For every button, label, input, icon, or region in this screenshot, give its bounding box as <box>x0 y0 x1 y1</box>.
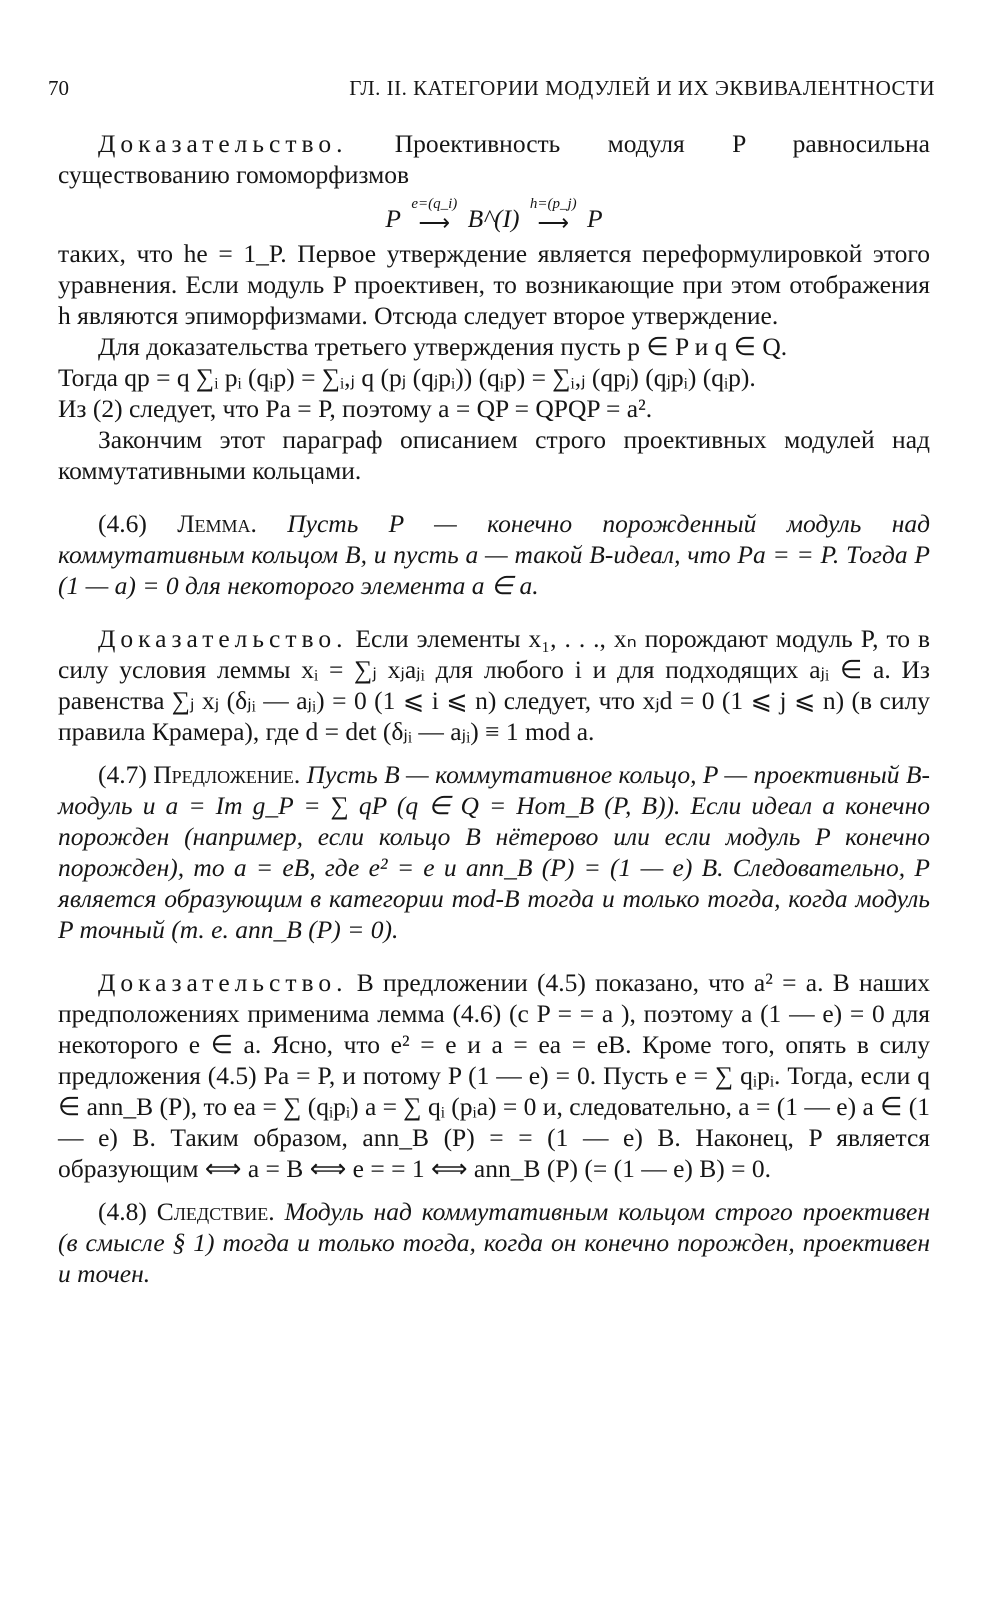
proposition-paragraph <box>58 759 930 945</box>
display-left: P <box>385 204 401 233</box>
proof2-heading: Доказательство. <box>98 624 348 653</box>
lemma-label: (4.6) Лемма. <box>98 509 257 538</box>
proof3-paragraph <box>58 967 930 1184</box>
lemma-text: Пусть P — конечно порожденный модуль над коммутативным кольцом B, и пусть a — такой B-идеал, что Pa = = P. Тогда P (1 — a) = 0 для некоторого элемента a ∈ a. <box>58 509 930 600</box>
running-title: ГЛ. II. КАТЕГОРИИ МОДУЛЕЙ И ИХ ЭКВИВАЛЕНТНОСТИ <box>349 76 935 100</box>
corollary-paragraph <box>58 1196 930 1289</box>
corollary-label: (4.8) Следствие. <box>98 1197 275 1226</box>
morphism-display <box>58 196 930 234</box>
proposition-label: (4.7) Предложение. <box>98 760 301 789</box>
proof1-text: Проективность модуля P равносильна существованию гомоморфизмов <box>58 129 931 189</box>
proof2-text: Если элементы x₁, . . ., xₙ порождают модуль P, то в силу условия леммы xᵢ = ∑ⱼ xⱼaⱼᵢ для любого i и для подходящих aⱼᵢ ∈ a. Из равенства ∑ⱼ xⱼ (δⱼᵢ — aⱼᵢ) = 0 (1 ⩽ i ⩽ n) следует, что xⱼd = 0 (1 ⩽ j ⩽ n) (в силу правила Крамера), где d = det (δⱼᵢ — aⱼᵢ) ≡ 1 mod a. <box>58 624 931 746</box>
proof3-text: В предложении (4.5) показано, что a² = a. В наших предположениях применима лемма (4.6) (с P = = a ), поэтому a (1 — e) = 0 для некоторого e ∈ a. Ясно, что e² = e и a = ea = eB. Кроме того, опять в силу предложения (4.5) Pa = P, и потому P (1 — e) = 0. Пусть e = ∑ qᵢpᵢ. Тогда, если q ∈ ann_B (P), то ea = ∑ (qᵢpᵢ) a = ∑ qᵢ (pᵢa) = 0 и, следовательно, a = (1 — e) a ∈ (1 — e) B. Таким образом, ann_B (P) = = (1 — e) B. Наконец, P является образующим ⟺ a = B ⟺ e = = 1 ⟺ ann_B (P) (= (1 — e) B) = 0. <box>58 968 931 1183</box>
arrow-h <box>530 196 577 234</box>
proof1-text3-line1: Для доказательства третьего утверждения пусть p ∈ P и q ∈ Q. <box>98 332 788 361</box>
page-body <box>58 128 930 1289</box>
proof1-paragraph <box>58 128 930 190</box>
proof3-heading: Доказательство. <box>98 968 348 997</box>
proposition-text: Пусть B — коммутативное кольцо, P — проективный B-модуль и a = Im g_P = ∑ qP (q ∈ Q = Hom_B (P, B)). Если идеал a конечно порожден (например, если кольцо B нётерово или если модуль P конечно порожден), то a = eB, где e² = e и ann_B (P) = (1 — e) B. Следовательно, P является образующим в категории mod-B тогда и только тогда, когда модуль P точный (т. е. ann_B (P) = 0). <box>58 760 931 944</box>
arrow-e-line: ⟶ <box>418 210 451 235</box>
running-header <box>48 70 935 106</box>
corollary-text: Модуль над коммутативным кольцом строго проективен (в смысле § 1) тогда и только тогда, когда он конечно порожден, проективен и точен. <box>58 1197 931 1288</box>
proof2-paragraph <box>58 623 930 747</box>
page-number: 70 <box>48 76 69 100</box>
arrow-e-label: e=(q_i) <box>411 196 458 212</box>
proof1-heading: Доказательство. <box>98 129 348 158</box>
arrow-h-label: h=(p_j) <box>529 196 577 212</box>
display-middle: B^(I) <box>467 204 520 233</box>
arrow-e <box>411 196 457 234</box>
display-right: P <box>587 204 603 233</box>
proof1-text2: таких, что he = 1_P. Первое утверждение является переформулировкой этого уравнения. Если модуль P проективен, то возникающие при этом отображения h являются эпиморфизмами. Отсюда следует второе утверждение. <box>58 239 930 330</box>
lemma-paragraph <box>58 508 930 601</box>
proof1-text3-line2: Тогда qp = q ∑ᵢ pᵢ (qᵢp) = ∑ᵢ,ⱼ q (pⱼ (qⱼpᵢ)) (qᵢp) = ∑ᵢ,ⱼ (qpⱼ) (qⱼpᵢ) (qᵢp). <box>58 363 756 392</box>
proof1-text4: Закончим этот параграф описанием строго проективных модулей над коммутативными кольцами. <box>58 425 930 485</box>
proof1-text3-line3: Из (2) следует, что Pa = P, поэтому a = QP = QPQP = a². <box>58 394 653 423</box>
arrow-h-line: ⟶ <box>537 210 570 235</box>
